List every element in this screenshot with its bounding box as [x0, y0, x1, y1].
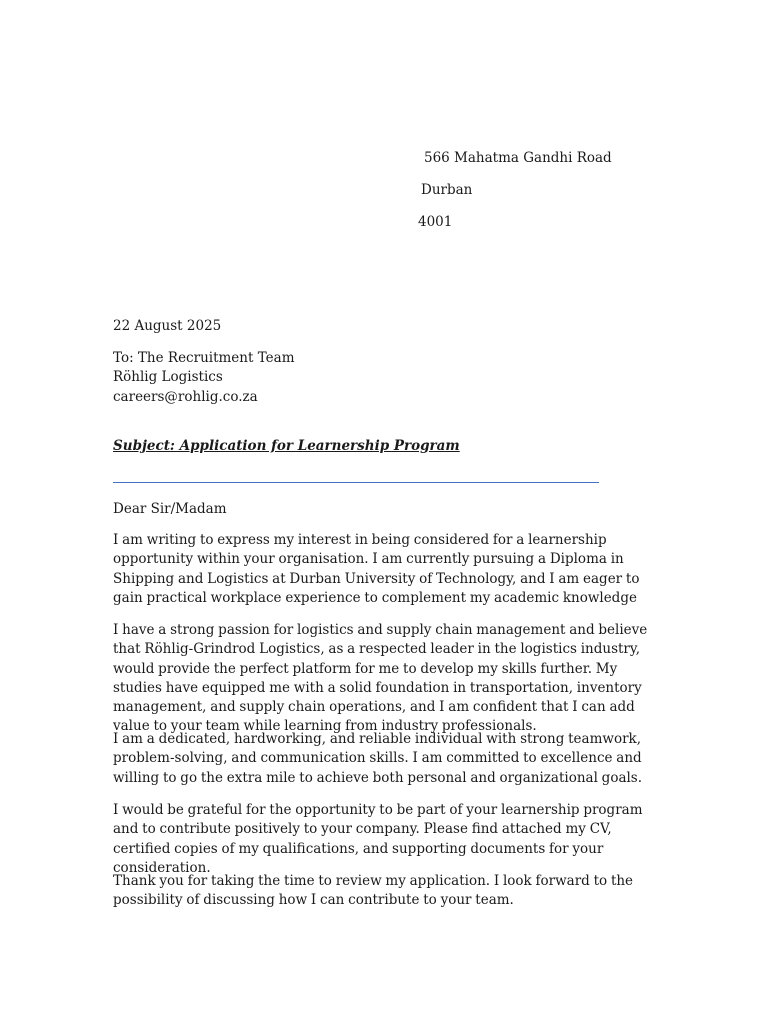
- subject-line: Subject: Application for Learnership Program: [113, 438, 460, 454]
- recipient-block: [113, 349, 661, 407]
- salutation: Dear Sir/Madam: [113, 501, 227, 517]
- recipient-company: Röhlig Logistics: [113, 369, 223, 386]
- horizontal-rule: [113, 482, 599, 483]
- sender-street: 566 Mahatma Gandhi Road: [424, 150, 612, 166]
- recipient-line: To: The Recruitment Team: [113, 350, 295, 366]
- paragraph-3: I am a dedicated, hardworking, and reliable individual with strong teamwork, problem-solving, and communication skills. I am committed to excellence and willing to go the extra mile to achieve both personal and organizational goals.: [113, 731, 643, 786]
- paragraph-1: I am writing to express my interest in being considered for a learnership opportunity within your organisation. I am currently pursuing a Diploma in Shipping and Logistics at Durban University of Technology, and I am eager to gain practical workplace experience to complement my academic knowledge: [113, 532, 640, 606]
- sender-postal-code: 4001: [418, 214, 453, 230]
- letter-date: 22 August 2025: [113, 318, 222, 334]
- paragraph-5: Thank you for taking the time to review my application. I look forward to the possibility of discussing how I can contribute to your team.: [113, 873, 634, 909]
- paragraph-4: I would be grateful for the opportunity to be part of your learnership program and to contribute positively to your company. Please find attached my CV, certified copies of my qualifications, and supporting documents for your consideration.: [113, 802, 643, 876]
- sender-city: Durban: [421, 182, 473, 198]
- paragraph-2: I have a strong passion for logistics and supply chain management and believe that Röhlig-Grindrod Logistics, as a respected leader in the logistics industry, would provide the perfect platform for me to develop my skills further. My studies have equipped me with a solid foundation in transportation, inventory management, and supply chain operations, and I am confident that I can add value to your team while learning from industry professionals.: [113, 622, 648, 735]
- recipient-email: careers@rohlig.co.za: [113, 388, 258, 405]
